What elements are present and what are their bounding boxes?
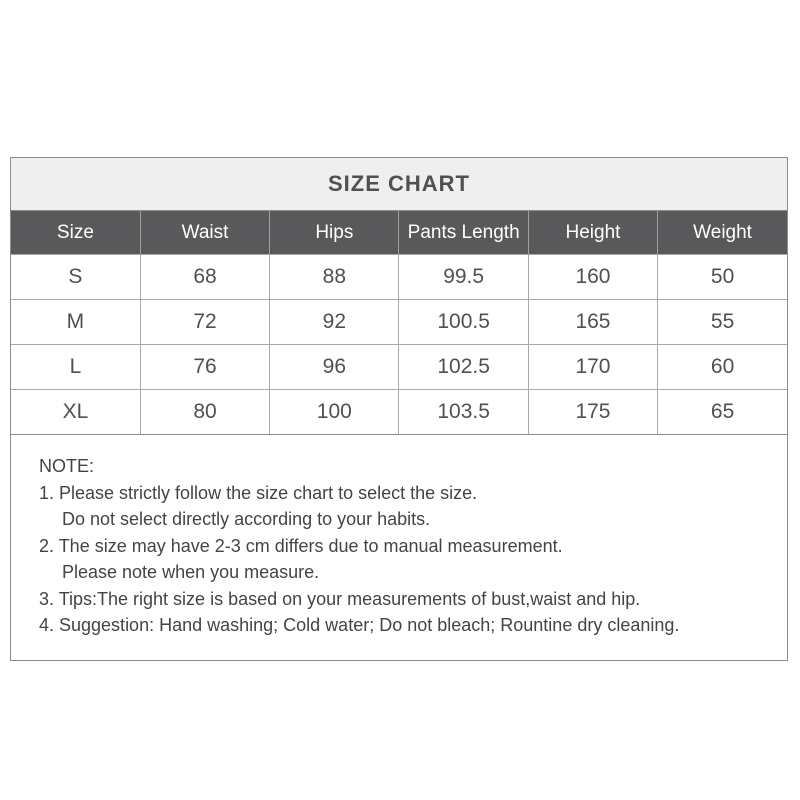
table-row: [11, 390, 787, 435]
table-cell: 88: [270, 255, 399, 300]
note-item: 3. Tips:The right size is based on your measurements of bust,waist and hip.: [39, 588, 641, 609]
table-cell: 100.5: [399, 300, 528, 345]
size-chart-card: [10, 157, 788, 661]
table-row: [11, 255, 787, 300]
table-cell: 80: [140, 390, 269, 435]
table-row: [11, 300, 787, 345]
table-cell: 103.5: [399, 390, 528, 435]
notes-section: [11, 435, 787, 639]
size-chart-title: SIZE CHART: [328, 171, 470, 196]
table-row: [11, 345, 787, 390]
notes-heading: NOTE:: [39, 456, 95, 476]
table-cell: 72: [140, 300, 269, 345]
header-pants-length: Pants Length: [399, 211, 528, 255]
header-hips: Hips: [270, 211, 399, 255]
note-item: 2. The size may have 2-3 cm differs due to manual measurement.: [39, 535, 563, 556]
note-item: 4. Suggestion: Hand washing; Cold water; Do not bleach; Rountine dry cleaning.: [39, 615, 680, 635]
table-cell: 96: [270, 345, 399, 390]
header-size: Size: [11, 211, 140, 255]
header-row: [11, 211, 787, 255]
header-waist: Waist: [140, 211, 269, 255]
table-cell: S: [11, 255, 140, 300]
table-cell: 175: [528, 390, 657, 435]
header-weight: Weight: [658, 211, 787, 255]
table-cell: 60: [658, 345, 787, 390]
table-cell: 68: [140, 255, 269, 300]
note-subline: Do not select directly according to your habits.: [62, 509, 431, 529]
table-cell: 65: [658, 390, 787, 435]
table-cell: 160: [528, 255, 657, 300]
table-cell: M: [11, 300, 140, 345]
table-cell: 102.5: [399, 345, 528, 390]
table-cell: 55: [658, 300, 787, 345]
table-cell: 76: [140, 345, 269, 390]
table-cell: 99.5: [399, 255, 528, 300]
table-cell: 100: [270, 390, 399, 435]
table-cell: 165: [528, 300, 657, 345]
table-cell: L: [11, 345, 140, 390]
table-cell: 50: [658, 255, 787, 300]
table-cell: 92: [270, 300, 399, 345]
header-height: Height: [528, 211, 657, 255]
table-cell: XL: [11, 390, 140, 435]
size-table: [11, 211, 787, 435]
note-item: 1. Please strictly follow the size chart to select the size.: [39, 482, 478, 503]
table-cell: 170: [528, 345, 657, 390]
title-bar: [11, 158, 787, 211]
note-subline: Please note when you measure.: [62, 562, 320, 582]
